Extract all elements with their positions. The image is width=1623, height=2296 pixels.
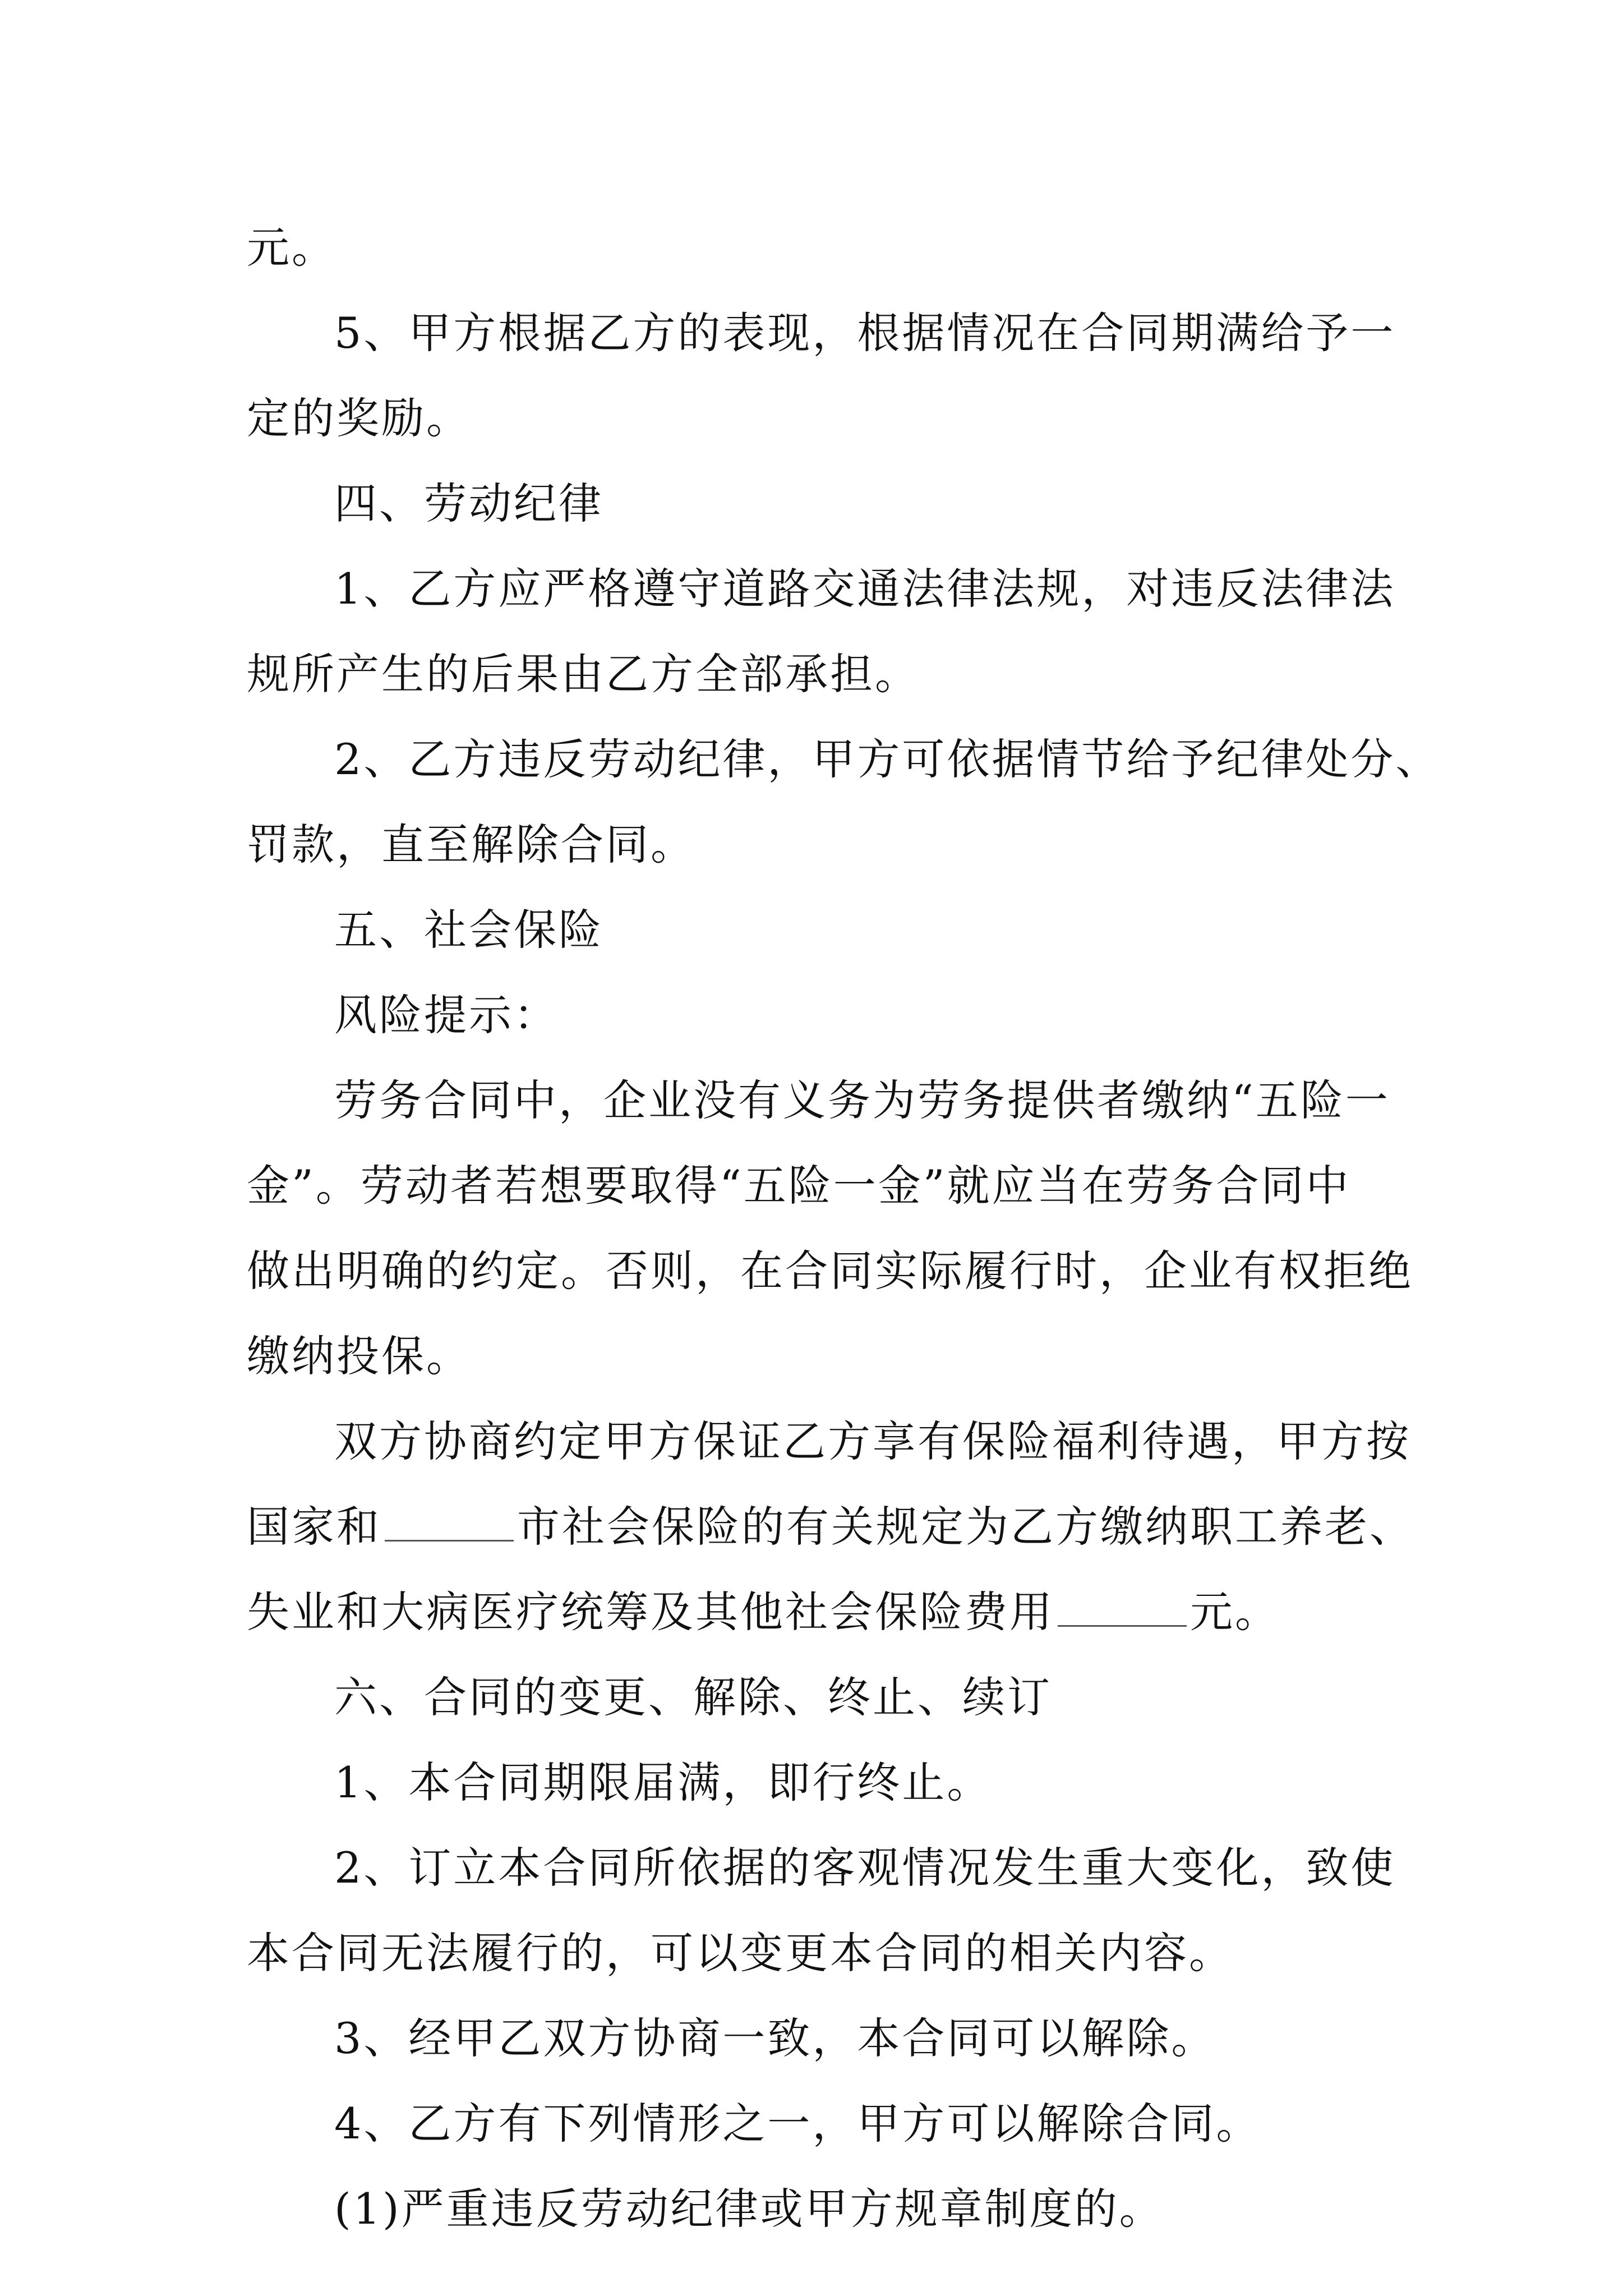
paragraph-line: 做出明确的约定。否则，在合同实际履行时，企业有权拒绝 [247, 1246, 1413, 1296]
line-text-before-blank: 失业和大病医疗统筹及其他社会保险费用 [247, 1587, 1054, 1637]
paragraph-line: 罚款，直至解除合同。 [247, 820, 695, 869]
paragraph-line: 5、甲方根据乙方的表现，根据情况在合同期满给予一 [334, 308, 1396, 358]
paragraph-line: 本合同无法履行的，可以变更本合同的相关内容。 [247, 1928, 1234, 1978]
paragraph-line-with-blank [247, 1570, 1394, 1655]
paragraph-line: 元。 [247, 223, 336, 273]
paragraph-line: (1)严重违反劳动纪律或甲方规章制度的。 [334, 2184, 1164, 2234]
paragraph-line: 劳务合同中，企业没有义务为劳务提供者缴纳“五险一 [334, 1075, 1390, 1125]
paragraph-line: 规所产生的后果由乙方全部承担。 [247, 649, 920, 699]
fill-in-blank-amount[interactable] [1058, 1591, 1187, 1627]
section-heading: 五、社会保险 [334, 905, 603, 955]
document-body [247, 205, 1441, 2252]
section-heading: 六、合同的变更、解除、终止、续订 [334, 1672, 1052, 1722]
line-text-after-blank: 元。 [1190, 1587, 1280, 1637]
paragraph-line: 缴纳投保。 [247, 1331, 471, 1381]
paragraph-line: 定的奖励。 [247, 393, 471, 443]
paragraph-line: 金”。劳动者若想要取得“五险一金”就应当在劳务合同中 [247, 1161, 1351, 1211]
paragraph-line: 2、乙方违反劳动纪律，甲方可依据情节给予纪律处分、 [334, 734, 1441, 784]
line-text-after-blank: 市社会保险的有关规定为乙方缴纳职工养老、 [517, 1502, 1414, 1552]
paragraph-line: 3、经甲乙双方协商一致，本合同可以解除。 [334, 2013, 1216, 2063]
paragraph-line: 4、乙方有下列情形之一，甲方可以解除合同。 [334, 2099, 1261, 2148]
paragraph-line: 双方协商约定甲方保证乙方享有保险福利待遇，甲方按 [334, 1416, 1411, 1466]
paragraph-line: 2、订立本合同所依据的客观情况发生重大变化，致使 [334, 1843, 1396, 1893]
section-heading: 四、劳动纪律 [334, 478, 603, 528]
risk-notice-heading: 风险提示： [334, 990, 559, 1040]
line-text-before-blank: 国家和 [247, 1502, 381, 1552]
paragraph-line: 1、乙方应严格遵守道路交通法律法规，对违反法律法 [334, 564, 1396, 614]
paragraph-line-with-blank [247, 1484, 1414, 1570]
paragraph-line: 1、本合同期限届满，即行终止。 [334, 1757, 992, 1807]
fill-in-blank-city[interactable] [385, 1506, 514, 1542]
